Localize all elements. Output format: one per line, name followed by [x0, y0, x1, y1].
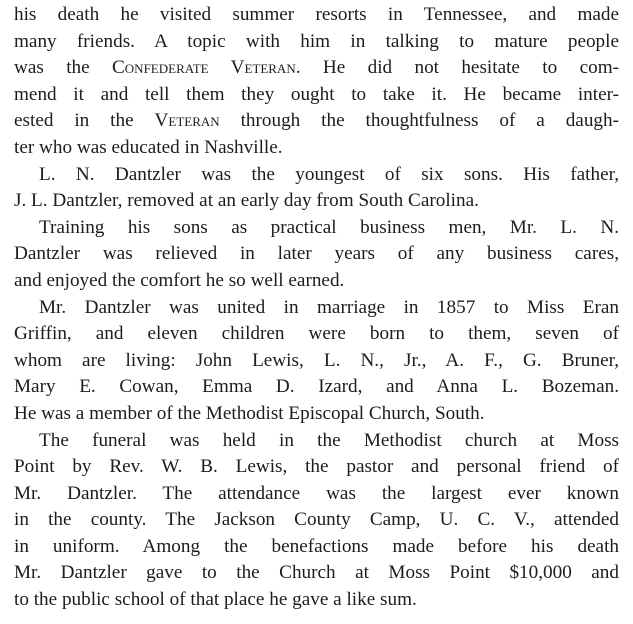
document-page	[14, 2, 619, 614]
journal-name: Confederate Veteran	[112, 57, 296, 79]
text-line: Dantzler was relieved in later years of any business cares,	[14, 243, 619, 265]
text-line: Point by Rev. W. B. Lewis, the pastor and personal friend of	[14, 456, 619, 478]
text-line: Training his sons as practical business men, Mr. L. N.	[39, 216, 619, 238]
journal-name: Veteran	[154, 110, 220, 132]
text-line: in the county. The Jackson County Camp, U. C. V., attended	[14, 509, 619, 531]
text-line: and enjoyed the comfort he so well earned.	[14, 269, 345, 291]
text-line: whom are living: John Lewis, L. N., Jr., A. F., G. Bruner,	[14, 349, 619, 371]
text-line: J. L. Dantzler, removed at an early day from South Carolina.	[14, 190, 479, 212]
text-line: many friends. A topic with him in talking to mature people	[14, 30, 619, 52]
text-line: Mr. Dantzler was united in marriage in 1857 to Miss Eran	[39, 296, 619, 318]
paragraph-4	[14, 295, 619, 428]
text-line: L. N. Dantzler was the youngest of six sons. His father,	[39, 163, 619, 185]
text-line: Mary E. Cowan, Emma D. Izard, and Anna L. Bozeman.	[14, 376, 619, 398]
text-line: He was a member of the Methodist Episcopal Church, South.	[14, 402, 485, 424]
text-line: to the public school of that place he gave a like sum.	[14, 589, 417, 611]
text-line: Mr. Dantzler. The attendance was the largest ever known	[14, 482, 619, 504]
text-line: Griffin, and eleven children were born to them, seven of	[14, 323, 619, 345]
paragraph-2	[14, 162, 619, 215]
paragraph-3	[14, 215, 619, 295]
text-line: was the Confederate Veteran. He did not hesitate to com-	[14, 57, 620, 79]
text-line: in uniform. Among the benefactions made before his death	[14, 535, 619, 557]
text-line: ter who was educated in Nashville.	[14, 136, 283, 158]
text-line: his death he visited summer resorts in Tennessee, and made	[14, 4, 619, 25]
text-line: Mr. Dantzler gave to the Church at Moss Point $10,000 and	[14, 562, 619, 584]
text-line: ested in the Veteran through the thoughtfulness of a daugh-	[14, 110, 619, 132]
paragraph-5	[14, 428, 619, 614]
text-line: mend it and tell them they ought to take it. He became inter-	[14, 83, 619, 105]
paragraph-1	[14, 2, 619, 162]
text-line: The funeral was held in the Methodist church at Moss	[39, 429, 619, 451]
